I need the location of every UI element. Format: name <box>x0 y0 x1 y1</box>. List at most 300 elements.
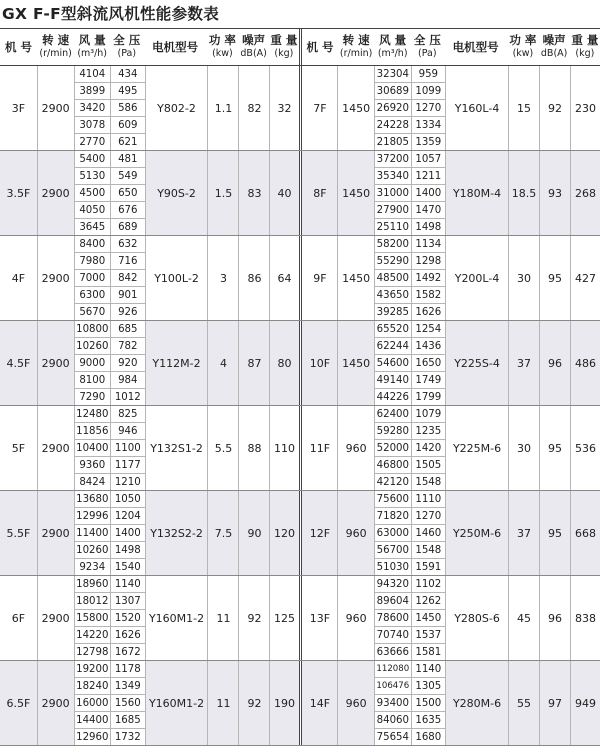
pressure-value: 1635 <box>415 714 442 726</box>
motor-power: 3 <box>207 236 238 320</box>
pressure-value: 676 <box>118 204 138 216</box>
header-power-label: 功 率 <box>509 33 537 47</box>
operating-point <box>375 202 445 219</box>
fan-weight: 120 <box>269 491 298 575</box>
pressure-value: 1626 <box>415 306 442 318</box>
operating-point <box>75 644 145 660</box>
motor-model: Y132S2-2 <box>145 491 208 575</box>
operating-points <box>74 576 145 660</box>
airflow-value: 18240 <box>75 678 111 694</box>
airflow-value: 56700 <box>375 542 411 558</box>
header-pressure-unit: (Pa) <box>117 48 137 59</box>
pressure-value: 609 <box>118 119 138 131</box>
pressure-value: 1591 <box>415 561 442 573</box>
header-weight-right <box>570 29 600 65</box>
airflow-value: 11856 <box>75 423 111 439</box>
motor-power: 5.5 <box>207 406 238 490</box>
airflow-value: 75654 <box>375 729 411 745</box>
operating-point <box>375 474 445 490</box>
airflow-value: 25110 <box>375 219 411 235</box>
operating-point <box>75 406 145 423</box>
motor-power: 37 <box>508 491 539 575</box>
operating-point <box>75 457 145 474</box>
operating-point <box>375 644 445 660</box>
header-pressure-label: 全 压 <box>113 33 141 47</box>
operating-point <box>75 729 145 745</box>
header-noise-label: 噪声 <box>542 33 566 47</box>
fan-rpm: 960 <box>337 661 374 745</box>
airflow-value: 9000 <box>75 355 111 371</box>
operating-point <box>375 117 445 134</box>
fan-model: 3.5F <box>0 151 37 235</box>
operating-points <box>374 491 445 575</box>
noise-level: 83 <box>238 151 269 235</box>
header-motor <box>143 29 206 65</box>
operating-points <box>374 661 445 745</box>
pressure-value: 549 <box>118 170 138 182</box>
operating-point <box>75 321 145 338</box>
header-power <box>207 29 238 65</box>
fan-weight: 536 <box>570 406 600 490</box>
operating-point <box>375 559 445 575</box>
fan-rpm: 2900 <box>37 661 74 745</box>
airflow-value: 11400 <box>75 525 111 541</box>
operating-point <box>75 151 145 168</box>
pressure-value: 1560 <box>114 697 141 709</box>
airflow-value: 6300 <box>75 287 111 303</box>
pressure-value: 1420 <box>415 442 442 454</box>
airflow-value: 78600 <box>375 610 411 626</box>
airflow-value: 75600 <box>375 491 411 507</box>
header-power-label: 功 率 <box>208 33 236 47</box>
fan-model: 4.5F <box>0 321 37 405</box>
motor-power: 4 <box>207 321 238 405</box>
airflow-value: 55290 <box>375 253 411 269</box>
table-row <box>0 66 600 151</box>
operating-point <box>375 661 445 678</box>
operating-point <box>75 593 145 610</box>
motor-power: 30 <box>508 236 539 320</box>
header-motor-right <box>444 29 507 65</box>
pressure-value: 1460 <box>415 527 442 539</box>
airflow-value: 4050 <box>75 202 111 218</box>
airflow-value: 63666 <box>375 644 411 660</box>
fan-rpm: 2900 <box>37 151 74 235</box>
operating-points <box>374 151 445 235</box>
pressure-value: 1210 <box>114 476 141 488</box>
table-grid <box>0 28 600 746</box>
fan-model: 6F <box>11 611 26 625</box>
page-title: GX F-F型斜流风机性能参数表 <box>2 5 220 23</box>
pressure-value: 1211 <box>415 170 442 182</box>
operating-point <box>375 83 445 100</box>
pressure-value: 1492 <box>415 272 442 284</box>
airflow-value: 32304 <box>375 66 411 82</box>
header-weight-unit: (kg) <box>274 48 294 59</box>
airflow-value: 84060 <box>375 712 411 728</box>
airflow-value: 5400 <box>75 151 111 167</box>
operating-point <box>75 253 145 270</box>
operating-point <box>75 542 145 559</box>
fan-weight: 268 <box>570 151 600 235</box>
pressure-value: 481 <box>118 153 138 165</box>
pressure-value: 434 <box>118 68 138 80</box>
fan-weight: 32 <box>269 66 298 150</box>
airflow-value: 19200 <box>75 661 111 677</box>
airflow-value: 89604 <box>375 593 411 609</box>
pressure-value: 1102 <box>415 578 442 590</box>
fan-model: 12F <box>302 491 337 575</box>
fan-model: 5F <box>11 441 26 455</box>
operating-point <box>375 100 445 117</box>
motor-model: Y100L-2 <box>145 236 208 320</box>
pressure-value: 1359 <box>415 136 442 148</box>
airflow-value: 58200 <box>375 236 411 252</box>
header-pressure-unit: (Pa) <box>418 48 437 59</box>
header-power-unit: (kw) <box>512 48 534 59</box>
pressure-value: 1650 <box>415 357 442 369</box>
operating-point <box>375 627 445 644</box>
header-weight-label: 重 量 <box>571 33 599 47</box>
motor-model: Y280M-6 <box>445 661 508 745</box>
noise-level: 92 <box>539 66 570 150</box>
header-rpm-label: 转 速 <box>42 33 70 47</box>
airflow-value: 39285 <box>375 304 411 320</box>
table-row <box>0 321 600 406</box>
motor-model: Y160M1-2 <box>145 576 208 660</box>
fan-rpm: 2900 <box>37 406 74 490</box>
operating-point <box>375 66 445 83</box>
operating-point <box>375 457 445 474</box>
motor-model: Y225M-6 <box>445 406 508 490</box>
pressure-value: 1498 <box>415 221 442 233</box>
fan-model: 4F <box>11 271 26 285</box>
header-airflow-unit: (m³/h) <box>77 48 108 59</box>
operating-point <box>75 304 145 320</box>
header-rpm-unit: (r/min) <box>39 48 72 59</box>
pressure-value: 621 <box>118 136 138 148</box>
header-noise-right <box>539 29 570 65</box>
pressure-value: 920 <box>118 357 138 369</box>
table-row <box>0 661 600 746</box>
header-airflow-unit: (m³/h) <box>377 48 408 59</box>
airflow-value: 52000 <box>375 440 411 456</box>
operating-point <box>75 661 145 678</box>
table-row <box>0 576 600 661</box>
pressure-value: 1270 <box>415 102 442 114</box>
operating-point <box>375 219 445 235</box>
motor-power: 37 <box>508 321 539 405</box>
pressure-value: 495 <box>118 85 138 97</box>
operating-point <box>75 202 145 219</box>
operating-point <box>75 168 145 185</box>
header-noise-unit: dB(A) <box>240 48 267 59</box>
pressure-value: 1548 <box>415 544 442 556</box>
pressure-value: 1099 <box>415 85 442 97</box>
operating-point <box>375 372 445 389</box>
fan-weight: 110 <box>269 406 298 490</box>
header-no-right <box>302 29 337 65</box>
motor-model: Y180M-4 <box>445 151 508 235</box>
operating-point <box>375 593 445 610</box>
pressure-value: 1057 <box>415 153 442 165</box>
airflow-value: 3078 <box>75 117 111 133</box>
pressure-value: 1749 <box>415 374 442 386</box>
pressure-value: 1178 <box>114 663 141 675</box>
pressure-value: 959 <box>418 68 439 80</box>
airflow-value: 12480 <box>75 406 111 422</box>
operating-point <box>375 151 445 168</box>
fan-rpm: 1450 <box>337 321 374 405</box>
fan-rpm: 1450 <box>337 151 374 235</box>
operating-point <box>375 338 445 355</box>
fan-weight: 40 <box>269 151 298 235</box>
header-no-label: 机 号 <box>306 40 334 54</box>
pressure-value: 1540 <box>114 561 141 573</box>
header-noise-label: 噪声 <box>242 33 266 47</box>
pressure-value: 1450 <box>415 612 442 624</box>
operating-point <box>375 712 445 729</box>
header-noise-unit: dB(A) <box>540 48 568 59</box>
operating-point <box>375 321 445 338</box>
operating-points <box>74 661 145 745</box>
airflow-value: 106476 <box>375 678 411 694</box>
airflow-value: 14400 <box>75 712 111 728</box>
pressure-value: 901 <box>118 289 138 301</box>
operating-points <box>374 236 445 320</box>
operating-points <box>74 236 145 320</box>
motor-model: Y160M1-2 <box>145 661 208 745</box>
pressure-value: 1235 <box>415 425 442 437</box>
airflow-value: 7980 <box>75 253 111 269</box>
pressure-value: 782 <box>118 340 138 352</box>
noise-level: 95 <box>539 406 570 490</box>
noise-level: 88 <box>238 406 269 490</box>
fan-weight: 949 <box>570 661 600 745</box>
table-row <box>0 406 600 491</box>
pressure-value: 1177 <box>114 459 141 471</box>
pressure-value: 1436 <box>415 340 442 352</box>
motor-model: Y112M-2 <box>145 321 208 405</box>
pressure-value: 1672 <box>114 646 141 658</box>
operating-points <box>374 576 445 660</box>
airflow-value: 51030 <box>375 559 411 575</box>
motor-power: 7.5 <box>207 491 238 575</box>
airflow-value: 48500 <box>375 270 411 286</box>
operating-point <box>375 695 445 712</box>
fan-weight: 486 <box>570 321 600 405</box>
header-motor-label: 电机型号 <box>452 40 499 54</box>
operating-point <box>375 525 445 542</box>
pressure-value: 946 <box>118 425 138 437</box>
operating-point <box>375 287 445 304</box>
operating-point <box>75 270 145 287</box>
pressure-value: 1100 <box>114 442 141 454</box>
pressure-value: 1520 <box>114 612 141 624</box>
operating-points <box>74 66 145 150</box>
fan-model: 3F <box>11 101 26 115</box>
header-rpm-right <box>338 29 375 65</box>
header-weight-unit: (kg) <box>575 48 595 59</box>
pressure-value: 1400 <box>114 527 141 539</box>
motor-model: Y132S1-2 <box>145 406 208 490</box>
operating-point <box>75 100 145 117</box>
airflow-value: 24228 <box>375 117 411 133</box>
header-no-label: 机 号 <box>5 40 33 54</box>
operating-point <box>375 185 445 202</box>
operating-point <box>75 117 145 134</box>
operating-point <box>375 236 445 253</box>
airflow-value: 59280 <box>375 423 411 439</box>
airflow-value: 62244 <box>375 338 411 354</box>
fan-model: 7F <box>313 101 327 115</box>
airflow-value: 4104 <box>75 66 111 82</box>
airflow-value: 18960 <box>75 576 111 592</box>
operating-point <box>75 525 145 542</box>
operating-point <box>75 389 145 405</box>
pressure-value: 1298 <box>415 255 442 267</box>
airflow-value: 8424 <box>75 474 111 490</box>
fan-model: 11F <box>309 441 331 455</box>
motor-power: 11 <box>207 576 238 660</box>
header-airflow-label: 风 量 <box>379 33 407 47</box>
fan-model: 13F <box>309 611 331 625</box>
operating-point <box>375 270 445 287</box>
header-pressure-right <box>411 29 444 65</box>
operating-point <box>375 542 445 559</box>
fan-rpm: 960 <box>337 406 374 490</box>
airflow-value: 46800 <box>375 457 411 473</box>
header-noise <box>238 29 269 65</box>
pressure-value: 1400 <box>415 187 442 199</box>
operating-point <box>75 491 145 508</box>
fan-weight: 190 <box>269 661 298 745</box>
fan-rpm: 960 <box>337 576 374 660</box>
airflow-value: 18012 <box>75 593 111 609</box>
fan-rpm: 1450 <box>337 236 374 320</box>
pressure-value: 689 <box>118 221 138 233</box>
airflow-value: 5670 <box>75 304 111 320</box>
fan-model: 8F <box>302 151 337 235</box>
operating-point <box>375 134 445 150</box>
pressure-value: 1079 <box>415 408 442 420</box>
fan-model: 10F <box>302 321 337 405</box>
pressure-value: 1305 <box>415 680 442 692</box>
operating-point <box>75 678 145 695</box>
fan-rpm: 2900 <box>37 66 74 150</box>
motor-power: 11 <box>207 661 238 745</box>
operating-point <box>375 253 445 270</box>
header-pressure <box>110 29 143 65</box>
airflow-value: 10800 <box>75 321 111 337</box>
header-rpm-unit: (r/min) <box>339 48 373 59</box>
airflow-value: 14220 <box>75 627 111 643</box>
operating-point <box>375 423 445 440</box>
header-airflow-label: 风 量 <box>78 33 106 47</box>
noise-level: 93 <box>539 151 570 235</box>
header-airflow-right <box>375 29 411 65</box>
pressure-value: 1537 <box>415 629 442 641</box>
airflow-value: 12996 <box>75 508 111 524</box>
airflow-value: 2770 <box>75 134 111 150</box>
noise-level: 86 <box>238 236 269 320</box>
airflow-value: 21805 <box>375 134 411 150</box>
fan-model: 14F <box>302 661 337 745</box>
fan-rpm: 2900 <box>37 236 74 320</box>
operating-point <box>75 185 145 202</box>
operating-point <box>75 83 145 100</box>
airflow-value: 8400 <box>75 236 111 252</box>
pressure-value: 1050 <box>114 493 141 505</box>
operating-points <box>74 151 145 235</box>
table-header <box>0 28 600 66</box>
pressure-value: 1110 <box>415 493 442 505</box>
pressure-value: 1140 <box>114 578 141 590</box>
airflow-value: 3899 <box>75 83 111 99</box>
airflow-value: 12960 <box>75 729 111 745</box>
airflow-value: 10260 <box>75 338 111 354</box>
operating-point <box>375 304 445 320</box>
airflow-value: 71820 <box>375 508 411 524</box>
fan-rpm: 960 <box>337 491 374 575</box>
operating-point <box>75 134 145 150</box>
pressure-value: 926 <box>118 306 138 318</box>
fan-weight: 668 <box>570 491 600 575</box>
airflow-value: 7290 <box>75 389 111 405</box>
airflow-value: 9360 <box>75 457 111 473</box>
operating-point <box>375 355 445 372</box>
operating-point <box>75 287 145 304</box>
operating-point <box>375 168 445 185</box>
airflow-value: 30689 <box>375 83 411 99</box>
header-no <box>0 29 37 65</box>
header-airflow <box>74 29 110 65</box>
pressure-value: 1262 <box>415 595 442 607</box>
airflow-value: 27900 <box>375 202 411 218</box>
operating-point <box>75 440 145 457</box>
header-pressure-label: 全 压 <box>413 33 441 47</box>
pressure-value: 716 <box>118 255 138 267</box>
noise-level: 95 <box>539 491 570 575</box>
fan-weight: 64 <box>269 236 298 320</box>
noise-level: 87 <box>238 321 269 405</box>
operating-point <box>75 610 145 627</box>
pressure-value: 984 <box>118 374 138 386</box>
operating-points <box>74 406 145 490</box>
pressure-value: 1685 <box>114 714 141 726</box>
operating-point <box>75 66 145 83</box>
operating-point <box>375 406 445 423</box>
header-rpm-label: 转 速 <box>342 33 370 47</box>
airflow-value: 62400 <box>375 406 411 422</box>
airflow-value: 5130 <box>75 168 111 184</box>
operating-point <box>75 695 145 712</box>
operating-points <box>74 491 145 575</box>
header-motor-label: 电机型号 <box>152 40 199 54</box>
noise-level: 96 <box>539 576 570 660</box>
operating-point <box>375 508 445 525</box>
operating-points <box>374 321 445 405</box>
fan-rpm: 1450 <box>337 66 374 150</box>
pressure-value: 1254 <box>415 323 442 335</box>
airflow-value: 10400 <box>75 440 111 456</box>
pressure-value: 1500 <box>415 697 442 709</box>
airflow-value: 12798 <box>75 644 111 660</box>
operating-point <box>75 712 145 729</box>
pressure-value: 632 <box>118 238 138 250</box>
pressure-value: 1470 <box>415 204 442 216</box>
pressure-value: 825 <box>118 408 138 420</box>
